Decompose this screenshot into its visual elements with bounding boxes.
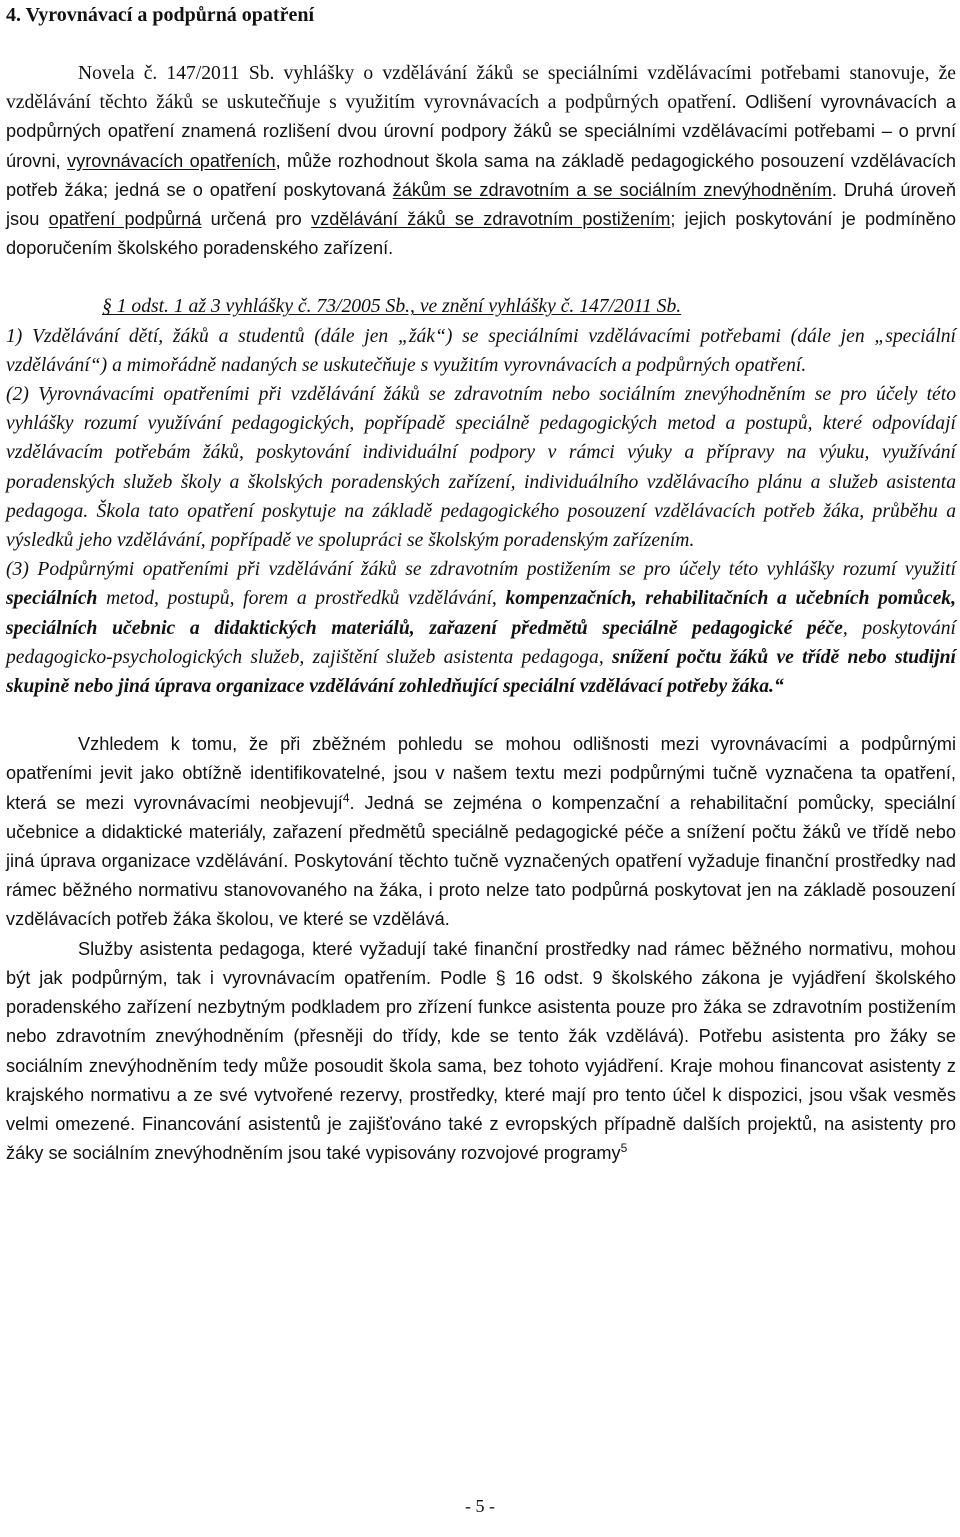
law-quote-3-bold-1: speciálních [6, 588, 98, 610]
law-quote-3-bold-3: snížení počtu žáků ve třídě nebo studijní skupině nebo jiná úprava organizace vzdělávání zohledňující speciální vzdělávací potřeby žáka.“ [6, 646, 956, 698]
intro-text-4: určená pro [201, 209, 311, 230]
body-1-text-b: . Jedná se zejména o kompenzační a rehabilitační pomůcky, speciální učebnice a didaktické materiály, zařazení předmětů speciálně pedagogické péče a snížení počtu žáků ve třídě nebo jiná úprava organizace vzdělávání. Poskytování těchto tučně vyznačených opatření vyžaduje finanční prostředky nad rámec běžného normativu stanovovaného na žáka, i proto nelze tato podpůrná poskytovat jen na základě posouzení vzdělávacích potřeb žáka školou, ve které se vzdělává. [6, 792, 956, 930]
body-2-text: Služby asistenta pedagoga, které vyžadují také finanční prostředky nad rámec běžného normativu, mohou být jak podpůrným, tak i vyrovnávacím opatřením. Podle § 16 odst. 9 školského zákona je vyjádření školského poradenského zařízení nezbytným podkladem pro zřízení funkce asistenta pouze pro žáka se zdravotním postižením nebo zdravotním znevýhodněním (přesněji do třídy, kde se tento žák vzdělává). Potřebu asistenta pro žáky se sociálním znevýhodněním tedy může posoudit škola sama, bez tohoto vyjádření. Kraje mohou financovat asistenty z krajského normativu a ze své vytvořené rezervy, prostředky, které mají pro tento účel k dispozici, jsou však vesměs velmi omezené. Financování asistentů je zajišťováno také z evropských případně dalších projektů, na asistenty pro žáky se sociálním znevýhodněním jsou také vypisovány rozvojové programy [6, 938, 956, 1164]
body-paragraph-1 [6, 730, 956, 934]
body-1-text-a: Vzhledem k tomu, že při zběžném pohledu se mohou odlišnosti mezi vyrovnávacími a podpůrnými opatřeními jevit jako obtížně identifikovatelné, jsou v našem textu mezi podpůrnými tučně vyznačena ta opatření, která se mezi vyrovnávacími neobjevují [6, 734, 956, 813]
body-paragraph-2 [6, 935, 956, 1169]
law-quote-3-bold-2: kompenzačních, rehabilitačních a učebních pomůcek, speciálních učebnic a didaktických materiálů, zařazení předmětů speciálně pedagogické péče [6, 588, 956, 639]
law-quote-paragraph-3 [6, 555, 956, 701]
footnote-ref-4: 4 [342, 790, 350, 805]
law-quote-title-text: § 1 odst. 1 až 3 vyhlášky č. 73/2005 Sb., ve znění vyhlášky č. 147/2011 Sb. [102, 296, 682, 318]
law-quote-3-text-c: metod, postupů, forem a prostředků vzdělávání, [97, 588, 506, 610]
law-quote-3-text-d: , poskytování pedagogicko-psychologických služeb, zajištění služeb asistenta pedagoga, [6, 617, 956, 668]
intro-underlined-1: vyrovnávacích opatřeních [67, 150, 276, 171]
intro-underlined-3: opatření podpůrná [48, 209, 202, 230]
intro-text-3: . Druhá úroveň jsou [6, 179, 956, 230]
law-quote-title [6, 292, 956, 321]
spacer [6, 30, 956, 59]
section-heading: 4. Vyrovnávací a podpůrná opatření [6, 4, 315, 26]
law-quote-paragraph-1: 1) Vzdělávání dětí, žáků a studentů (dále jen „žák“) se speciálními vzdělávacími potřebami (dále jen „speciální vzdělávání“) a mimořádně nadaných se uskutečňuje s využitím vyrovnávacích a podpůrných opatření. [6, 325, 956, 376]
law-quote [6, 292, 956, 701]
intro-text-1: Odlišení vyrovnávacích a podpůrných opatření znamená rozlišení dvou úrovní podpory žáků se speciálními vzdělávacími potřebami – o první úrovni, [6, 92, 956, 171]
page-number: - 5 - [465, 1496, 495, 1516]
intro-text-5: ; jejich poskytování je podmíněno doporučením školského poradenského zařízení. [6, 209, 957, 259]
intro-text-2: , může rozhodnout škola sama na základě pedagogického posouzení vzdělávacích potřeb žáka; jedná se o opatření poskytovaná [6, 150, 956, 200]
footnote-ref-5: 5 [620, 1141, 628, 1156]
intro-paragraph [6, 59, 956, 263]
intro-text-novela: Novela č. 147/2011 Sb. vyhlášky o vzdělávání žáků se speciálními vzdělávacími potřebami stanovuje, že vzdělávání těchto žáků se uskutečňuje s využitím vyrovnávacích a podpůrných opatření. [6, 63, 956, 114]
document-page [6, 0, 956, 1168]
spacer [6, 701, 956, 730]
law-quote-paragraph-2: (2) Vyrovnávacími opatřeními při vzdělávání žáků se zdravotním nebo sociálním znevýhodněním se pro účely této vyhlášky rozumí využívání pedagogických, popřípadě speciálně pedagogických metod a postupů, které odpovídají vzdělávacím potřebám žáků, poskytování individuální podpory v rámci výuky a přípravy na výuku, využívání poradenských služeb školy a školských poradenských zařízení, individuálního vzdělávacího plánu a služeb asistenta pedagoga. Škola tato opatření poskytuje na základě pedagogického posouzení vzdělávacích potřeb žáka, průběhu a výsledků jeho vzdělávání, popřípadě ve spolupráci se školským poradenským zařízením. [6, 384, 956, 552]
spacer [6, 263, 956, 292]
law-quote-3-text-a: (3) Podpůrnými opatřeními při vzdělávání žáků se zdravotním postižením se pro účely této vyhlášky rozumí využití [6, 559, 956, 581]
intro-underlined-4: vzdělávání žáků se zdravotním postižením [311, 209, 671, 230]
intro-underlined-2: žákům se zdravotním a se sociálním znevýhodněním [392, 179, 832, 200]
